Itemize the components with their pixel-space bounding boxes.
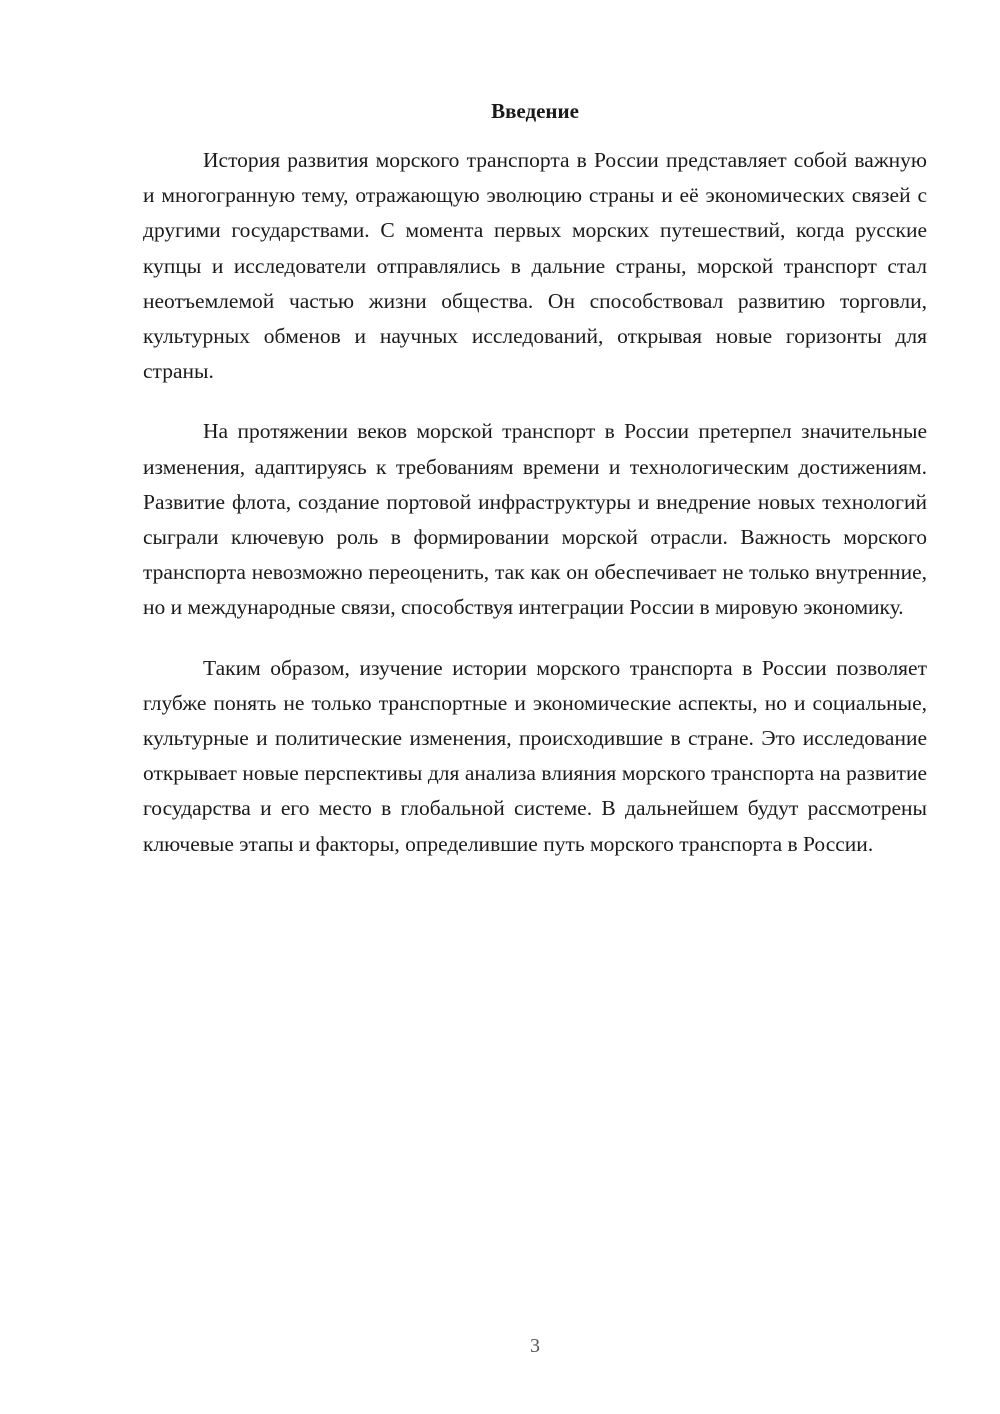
section-heading: Введение xyxy=(491,99,579,123)
paragraph-3: Таким образом, изучение истории морского транспорта в России позволяет глубже понять не только транспортные и экономические аспекты, но и социальные, культурные и политические изменения, происходившие в стране. Это исследование открывает новые перспективы для анализа влияния морского транспорта на развитие государства и его место в глобальной системе. В дальнейшем будут рассмотрены ключевые этапы и факторы, определившие путь морского транспорта в России. xyxy=(143,655,927,856)
paragraph-2: На протяжении веков морской транспорт в России претерпел значительные изменения, адаптируясь к требованиям времени и технологическим достижениям. Развитие флота, создание портовой инфраструктуры и внедрение новых технологий сыграли ключевую роль в формировании морской отрасли. Важность морского транспорта невозможно переоценить, так как он обеспечивает не только внутренние, но и международные связи, способствуя интеграции России в мировую экономику. xyxy=(143,419,927,620)
paragraph-1: История развития морского транспорта в России представляет собой важную и многогранную тему, отражающую эволюцию страны и её экономических связей с другими государствами. С момента первых морских путешествий, когда русские купцы и исследователи отправлялись в дальние страны, морской транспорт стал неотъемлемой частью жизни общества. Он способствовал развитию торговли, культурных обменов и научных исследований, открывая новые горизонты для страны. xyxy=(143,148,927,384)
body-text xyxy=(143,143,927,887)
page-number: 3 xyxy=(530,1335,540,1357)
